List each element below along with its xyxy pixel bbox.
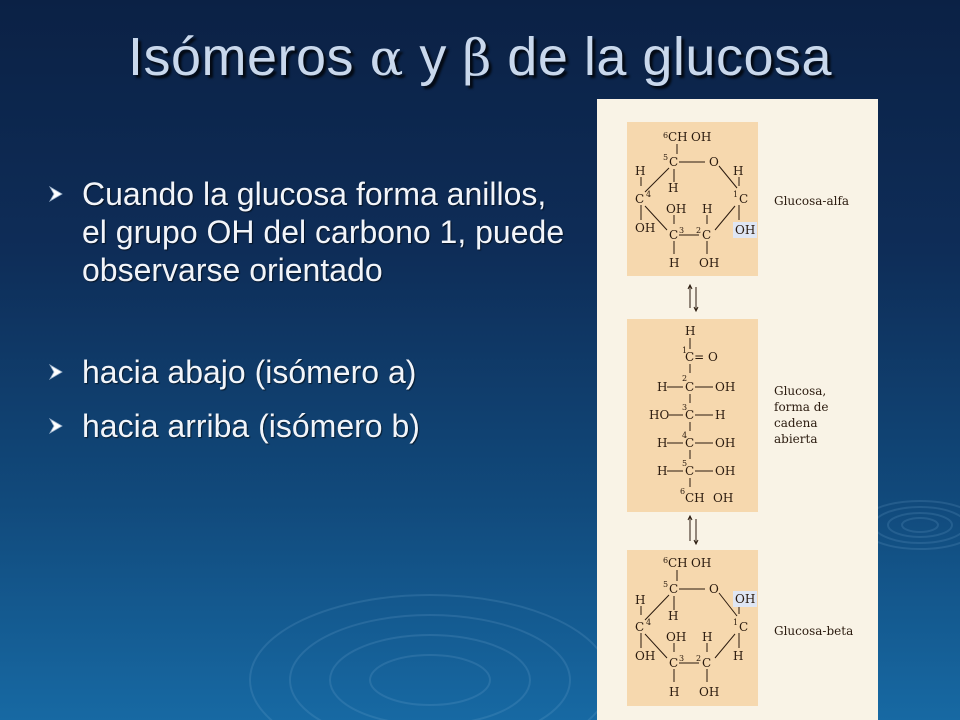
svg-text:OH: OH <box>666 202 687 216</box>
arrow-bullet-icon <box>48 418 64 434</box>
title-prefix: Isómeros <box>127 27 355 87</box>
svg-text:5: 5 <box>663 580 669 589</box>
svg-text:2: 2 <box>696 226 702 235</box>
svg-text:OH: OH <box>635 221 656 235</box>
alpha-glucose-structure <box>627 122 758 276</box>
beta-glucose-label: Glucosa-beta <box>774 624 854 638</box>
svg-text:OH: OH <box>715 436 736 450</box>
svg-text:3: 3 <box>679 654 685 663</box>
equilibrium-arrows-icon <box>686 282 700 314</box>
beta-glucose-panel <box>627 550 758 706</box>
alpha-glucose-label: Glucosa-alfa <box>774 194 850 208</box>
svg-text:H: H <box>668 609 679 623</box>
svg-text:H: H <box>733 649 744 663</box>
arrow-bullet-icon <box>48 364 64 380</box>
svg-text:OH: OH <box>715 464 736 478</box>
svg-text:2: 2 <box>696 654 702 663</box>
svg-text:C: C <box>685 436 695 450</box>
svg-text:H: H <box>669 256 680 270</box>
open-chain-label-line: Glucosa, <box>774 384 827 398</box>
open-chain-glucose-panel <box>627 319 758 512</box>
svg-text:CH: CH <box>668 130 688 144</box>
svg-text:C: C <box>635 192 645 206</box>
svg-text:1: 1 <box>733 190 739 199</box>
svg-text:C= O: C= O <box>685 350 718 364</box>
svg-text:H: H <box>733 164 744 178</box>
svg-text:H: H <box>668 181 679 195</box>
alpha-oh-highlight: OH <box>735 223 756 237</box>
svg-text:H: H <box>635 593 646 607</box>
svg-text:5: 5 <box>663 153 669 162</box>
equilibrium-arrows-icon <box>686 513 700 547</box>
svg-text:C: C <box>635 620 645 634</box>
svg-text:OH: OH <box>666 630 687 644</box>
svg-text:C: C <box>739 192 749 206</box>
svg-text:C: C <box>669 228 679 242</box>
svg-text:C: C <box>685 380 695 394</box>
svg-text:H: H <box>669 685 680 699</box>
open-chain-label-line: cadena <box>774 416 818 430</box>
svg-text:OH: OH <box>713 491 734 505</box>
svg-text:C: C <box>739 620 749 634</box>
svg-text:OH: OH <box>691 130 712 144</box>
bullet-text: hacia abajo (isómero a) <box>82 354 417 390</box>
svg-text:H: H <box>715 408 726 422</box>
svg-text:C: C <box>685 408 695 422</box>
svg-text:C: C <box>702 656 712 670</box>
title-conjunction: y <box>419 27 447 87</box>
svg-text:CH: CH <box>668 556 688 570</box>
svg-text:C: C <box>702 228 712 242</box>
open-chain-label-line: abierta <box>774 432 818 446</box>
svg-text:3: 3 <box>679 226 685 235</box>
open-chain-label-line: forma de <box>774 400 829 414</box>
svg-text:H: H <box>685 324 696 338</box>
beta-oh-highlight: OH <box>735 592 756 606</box>
glucose-isomers-figure <box>597 99 878 720</box>
svg-text:2: 2 <box>682 374 688 383</box>
open-chain-glucose-structure <box>627 319 758 512</box>
alpha-symbol: α <box>369 29 404 87</box>
svg-text:O: O <box>709 582 719 596</box>
bullet-item <box>48 353 568 391</box>
svg-text:O: O <box>709 155 719 169</box>
svg-text:OH: OH <box>691 556 712 570</box>
svg-text:OH: OH <box>699 256 720 270</box>
title-suffix: de la glucosa <box>507 27 833 87</box>
beta-glucose-structure <box>627 550 758 706</box>
svg-text:H: H <box>702 630 713 644</box>
svg-text:4: 4 <box>682 431 688 440</box>
svg-text:5: 5 <box>682 459 688 468</box>
svg-text:HO: HO <box>649 408 670 422</box>
arrow-bullet-icon <box>48 186 64 202</box>
svg-text:1: 1 <box>733 618 739 627</box>
svg-text:1: 1 <box>682 346 688 355</box>
bullet-item <box>48 407 568 445</box>
bullet-text: Cuando la glucosa forma anillos, el grupo OH del carbono 1, puede observarse orientado <box>82 176 565 288</box>
beta-symbol: β <box>462 29 492 87</box>
svg-text:6: 6 <box>680 487 686 496</box>
svg-text:4: 4 <box>646 618 652 627</box>
svg-text:C: C <box>685 464 695 478</box>
alpha-glucose-panel <box>627 122 758 276</box>
svg-text:6: 6 <box>663 131 669 140</box>
bullet-item <box>48 175 568 289</box>
open-chain-label <box>774 383 829 447</box>
svg-text:OH: OH <box>715 380 736 394</box>
svg-text:H: H <box>657 380 668 394</box>
svg-text:3: 3 <box>682 403 688 412</box>
svg-text:6: 6 <box>663 556 669 565</box>
svg-text:H: H <box>702 202 713 216</box>
svg-text:H: H <box>635 164 646 178</box>
svg-text:4: 4 <box>646 190 652 199</box>
svg-text:OH: OH <box>699 685 720 699</box>
svg-text:H: H <box>657 464 668 478</box>
svg-text:CH: CH <box>685 491 705 505</box>
svg-text:C: C <box>669 582 679 596</box>
bullet-list <box>48 175 568 445</box>
bullet-text: hacia arriba (isómero b) <box>82 408 420 444</box>
svg-text:C: C <box>669 656 679 670</box>
svg-text:OH: OH <box>635 649 656 663</box>
svg-text:H: H <box>657 436 668 450</box>
slide-title <box>0 26 960 88</box>
svg-text:C: C <box>669 155 679 169</box>
